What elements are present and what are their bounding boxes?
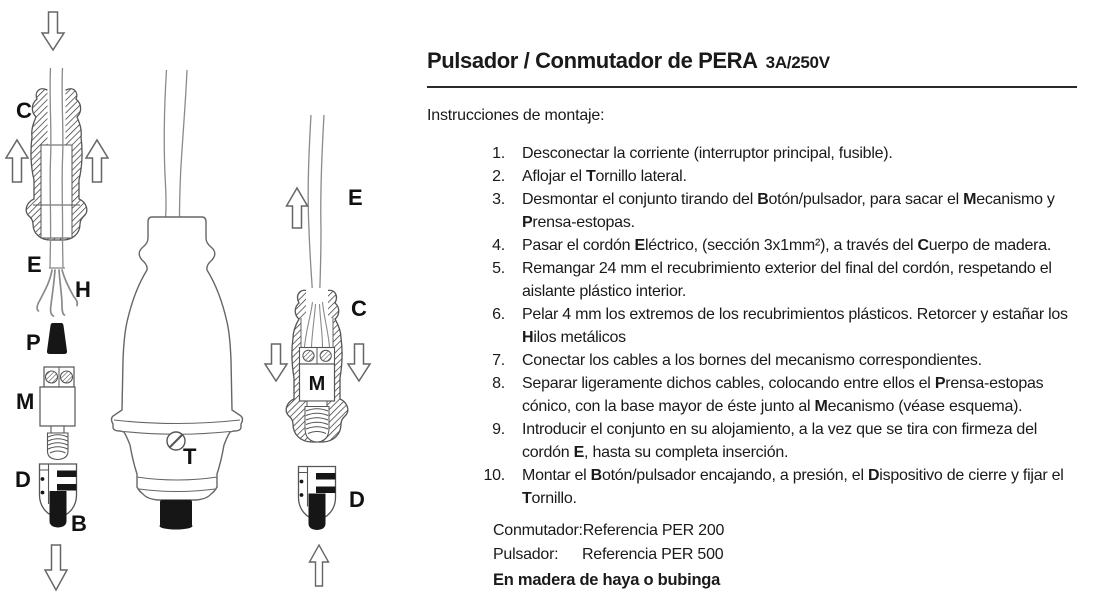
- wood-body-cross-section: [26, 87, 87, 240]
- instruction-item: [427, 165, 1077, 188]
- left-exploded-view: [6, 12, 108, 590]
- intro-text: Instrucciones de montaje:: [427, 107, 605, 124]
- label-body-c: C: [16, 98, 32, 123]
- instruction-text: Pasar el cordón Eléctrico, (sección 3x1mm²), a través del Cuerpo de madera.: [522, 237, 1052, 254]
- instruction-number: 4.: [492, 237, 505, 254]
- label-screw-t: T: [183, 444, 197, 469]
- label-cord-e: E: [348, 185, 363, 210]
- references: [493, 519, 1077, 566]
- label-mechanism-m: M: [16, 389, 35, 414]
- assembled-body-cross-section: [286, 288, 348, 442]
- instruction-text: Pelar 4 mm los extremos de los recubrimientos plásticos. Retorcer y estañar los Hilos metálicos: [522, 306, 1068, 346]
- assembly-diagram: [0, 0, 420, 600]
- right-assembled-view: [265, 115, 370, 586]
- instruction-text: Desmontar el conjunto tirando del Botón/pulsador, para sacar el Mecanismo y Prensa-estopas.: [522, 191, 1055, 231]
- instruction-number: 9.: [492, 421, 505, 438]
- arrow-up-icon: [6, 140, 28, 182]
- electric-cord: [308, 115, 324, 301]
- instruction-text: Desconectar la corriente (interruptor principal, fusible).: [522, 145, 893, 162]
- instruction-text: Montar el Botón/pulsador encajando, a presión, el Dispositivo de cierre y fijar el Tornillo.: [522, 467, 1064, 507]
- instruction-number: 1.: [492, 145, 505, 162]
- reference-value: Referencia PER 200: [582, 522, 725, 539]
- arrow-down-icon: [348, 344, 370, 381]
- instruction-item: [427, 372, 1077, 418]
- arrow-down-icon: [42, 12, 64, 50]
- arrow-up-icon: [86, 140, 108, 182]
- wood-note: En madera de haya o bubinga: [493, 571, 721, 589]
- instruction-text: Introducir el conjunto en su alojamiento, a la vez que se tira con firmeza del cordón E, hasta su completa inserción.: [522, 421, 1038, 461]
- instruction-item: [427, 142, 1077, 165]
- instruction-item: [427, 418, 1077, 464]
- label-wires-h: H: [75, 277, 91, 302]
- instruction-number: 8.: [492, 375, 505, 392]
- instruction-text: Conectar los cables a los bornes del mecanismo correspondientes.: [522, 352, 982, 369]
- closure-device: [299, 467, 336, 531]
- arrow-up-icon: [310, 545, 329, 586]
- pear-button: [160, 500, 193, 530]
- instruction-number: 5.: [492, 260, 505, 277]
- stripped-wires: [37, 270, 77, 316]
- instruction-item: [427, 257, 1077, 303]
- pear-body-view: [112, 70, 243, 530]
- reference-row: [493, 543, 1077, 567]
- instruction-item: [427, 188, 1077, 234]
- arrow-up-icon: [287, 188, 308, 228]
- label-mechanism-m: M: [308, 373, 326, 395]
- switch-mechanism: [40, 367, 75, 460]
- page-title: [427, 47, 1077, 88]
- reference-row: [493, 519, 1077, 543]
- label-closure-d: D: [349, 487, 365, 512]
- label-cone-p: P: [26, 330, 41, 355]
- title-text: Pulsador / Conmutador de PERA: [427, 48, 758, 73]
- reference-value: Referencia PER 500: [582, 545, 724, 563]
- reference-label: Conmutador:: [493, 522, 583, 539]
- label-button-b: B: [71, 511, 87, 536]
- instruction-number: 2.: [492, 168, 505, 185]
- label-closure-d: D: [15, 467, 31, 492]
- pear-body-outline: [112, 217, 243, 500]
- instruction-item: [427, 234, 1077, 257]
- cone-gland: [47, 323, 67, 354]
- arrow-down-icon: [45, 545, 67, 590]
- instruction-text: Aflojar el Tornillo lateral.: [522, 168, 687, 185]
- label-cord-e: E: [27, 252, 42, 277]
- instruction-number: 3.: [492, 191, 505, 208]
- instruction-text: Separar ligeramente dichos cables, colocando entre ellos el Prensa-estopas cónico, con la base mayor de éste junto al Mecanismo (véase esquema).: [522, 375, 1044, 415]
- instruction-text: Remangar 24 mm el recubrimiento exterior del final del cordón, respetando el aislante plástico interior.: [522, 260, 1052, 300]
- instruction-number: 7.: [492, 352, 505, 369]
- content-column: [427, 47, 1077, 590]
- instruction-item: [427, 349, 1077, 372]
- instructions-list: [427, 142, 1077, 510]
- arrow-down-icon: [265, 344, 287, 381]
- reference-label: Pulsador:: [493, 545, 559, 563]
- title-rating: 3A/250V: [765, 53, 830, 72]
- instruction-number: 10.: [483, 467, 505, 484]
- instruction-item: [427, 464, 1077, 510]
- instruction-item: [427, 303, 1077, 349]
- pendant-cord: [164, 70, 187, 218]
- label-body-c: C: [351, 296, 367, 321]
- instruction-number: 6.: [492, 306, 505, 323]
